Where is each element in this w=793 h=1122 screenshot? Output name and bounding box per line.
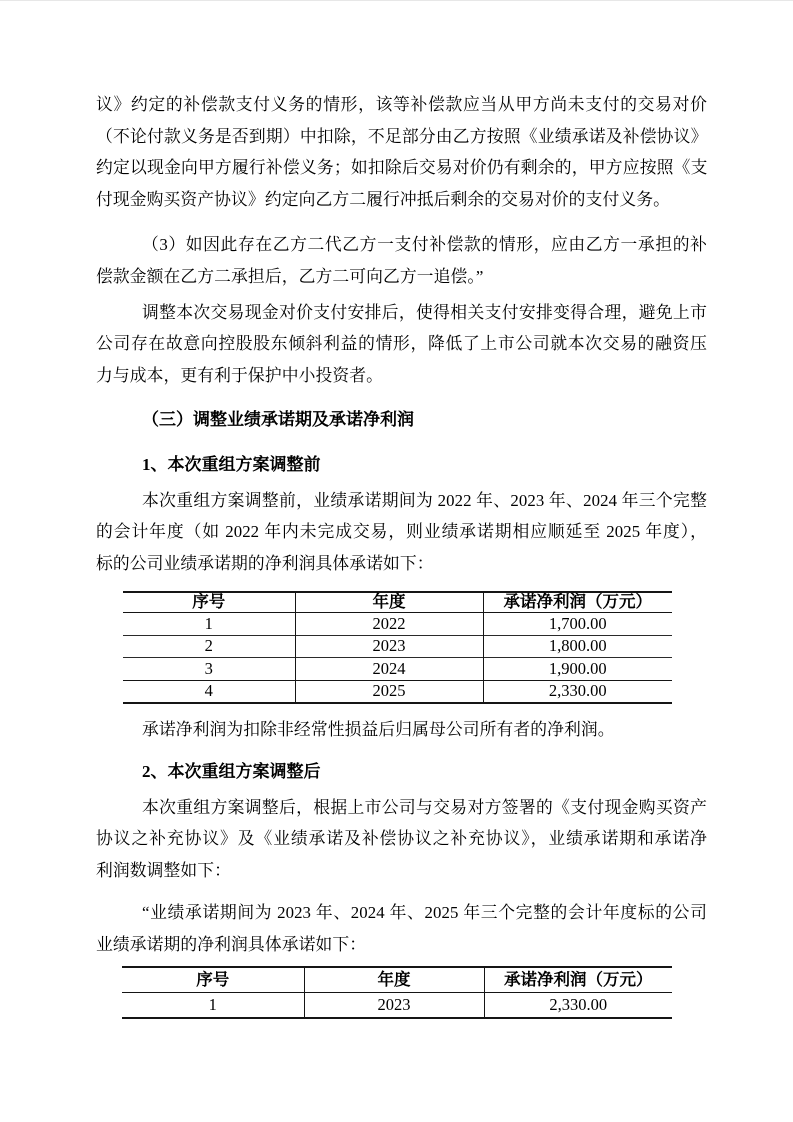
cell-index: 2 xyxy=(123,635,295,658)
para-after-adjustment-intro xyxy=(96,792,707,887)
text-line: 业绩承诺期的净利润具体承诺如下： xyxy=(96,934,367,954)
text-line: （3）如因此存在乙方二代乙方一支付补偿款的情形，应由乙方一承担的补 xyxy=(142,235,707,255)
cell-index: 4 xyxy=(123,680,295,703)
table-promised-net-profit-after xyxy=(122,966,672,1019)
text-line: 付现金购买资产协议》约定向乙方二履行冲抵后剩余的交易对价的支付义务。 xyxy=(96,189,670,209)
text-line: 协议之补充协议》及《业绩承诺及补偿协议之补充协议》，业绩承诺期和承诺净 xyxy=(96,829,707,849)
col-header-index: 序号 xyxy=(123,592,295,613)
cell-year: 2024 xyxy=(295,658,483,681)
para-adjustment-rationale xyxy=(96,297,707,392)
cell-year: 2023 xyxy=(304,993,484,1019)
table-row xyxy=(123,658,672,681)
cell-profit: 1,900.00 xyxy=(548,658,607,678)
cell-year: 2023 xyxy=(295,635,483,658)
col-header-year: 年度 xyxy=(295,592,483,613)
para-net-profit-definition xyxy=(96,714,707,746)
col-header-index: 序号 xyxy=(122,967,304,993)
text-line: 议》约定的补偿款支付义务的情形，该等补偿款应当从甲方尚未支付的交易对价 xyxy=(96,95,707,114)
table-row xyxy=(122,993,672,1019)
para-item-3-compensation-recourse xyxy=(96,229,707,292)
table-row xyxy=(123,613,672,636)
text-line: 利润数调整如下： xyxy=(96,860,232,880)
cell-index: 1 xyxy=(122,993,304,1019)
text-line: 本次重组方案调整前，业绩承诺期间为 2022 年、2023 年、2024 年三个完整 xyxy=(142,490,707,510)
text-line: 标的公司业绩承诺期的净利润具体承诺如下： xyxy=(96,553,434,573)
text-line: 的会计年度（如 2022 年内未完成交易，则业绩承诺期相应顺延至 2025 年度）， xyxy=(96,522,707,542)
table-promised-net-profit-before xyxy=(123,591,672,704)
para-quoted-commitment-period xyxy=(96,897,707,960)
cell-index: 1 xyxy=(123,613,295,636)
cell-profit: 2,330.00 xyxy=(549,994,608,1014)
table-row xyxy=(123,680,672,703)
cell-profit: 2,330.00 xyxy=(548,681,607,701)
cell-year: 2022 xyxy=(295,613,483,636)
text-line: 公司存在故意向控股股东倾斜利益的情形，降低了上市公司就本次交易的融资压 xyxy=(96,334,707,354)
text-line: 约定以现金向甲方履行补偿义务；如扣除后交易对价仍有剩余的，甲方应按照《支 xyxy=(96,158,707,178)
heading-section-3-adjust-performance-commitment: （三）调整业绩承诺期及承诺净利润 xyxy=(142,410,414,430)
heading-2-after-adjustment: 2、本次重组方案调整后 xyxy=(142,761,321,781)
cell-profit: 1,700.00 xyxy=(548,613,607,633)
para-before-adjustment-intro xyxy=(96,485,707,580)
cell-year: 2025 xyxy=(295,680,483,703)
col-header-promised-net-profit: 承诺净利润（万元） xyxy=(504,969,653,989)
table-row xyxy=(123,635,672,658)
text-line: 承诺净利润为扣除非经常性损益后归属母公司所有者的净利润。 xyxy=(142,720,615,740)
text-line: 力与成本，更有利于保护中小投资者。 xyxy=(96,365,383,385)
heading-1-before-adjustment: 1、本次重组方案调整前 xyxy=(142,454,321,474)
table-header-row xyxy=(123,592,672,613)
table-header-row xyxy=(122,967,672,993)
text-line: （不论付款义务是否到期）中扣除，不足部分由乙方按照《业绩承诺及补偿协议》 xyxy=(96,126,707,146)
col-header-promised-net-profit: 承诺净利润（万元） xyxy=(503,592,652,612)
text-line: “业绩承诺期间为 2023 年、2024 年、2025 年三个完整的会计年度标的公司 xyxy=(142,903,707,923)
text-line: 偿款金额在乙方二承担后，乙方二可向乙方一追偿。” xyxy=(96,266,484,286)
para-compensation-payment-obligation xyxy=(96,89,707,215)
col-header-year: 年度 xyxy=(304,967,484,993)
cell-index: 3 xyxy=(123,658,295,681)
text-line: 本次重组方案调整后，根据上市公司与交易对方签署的《支付现金购买资产 xyxy=(142,797,707,817)
text-line: 调整本次交易现金对价支付安排后，使得相关支付安排变得合理，避免上市 xyxy=(142,302,707,322)
cell-profit: 1,800.00 xyxy=(548,636,607,656)
